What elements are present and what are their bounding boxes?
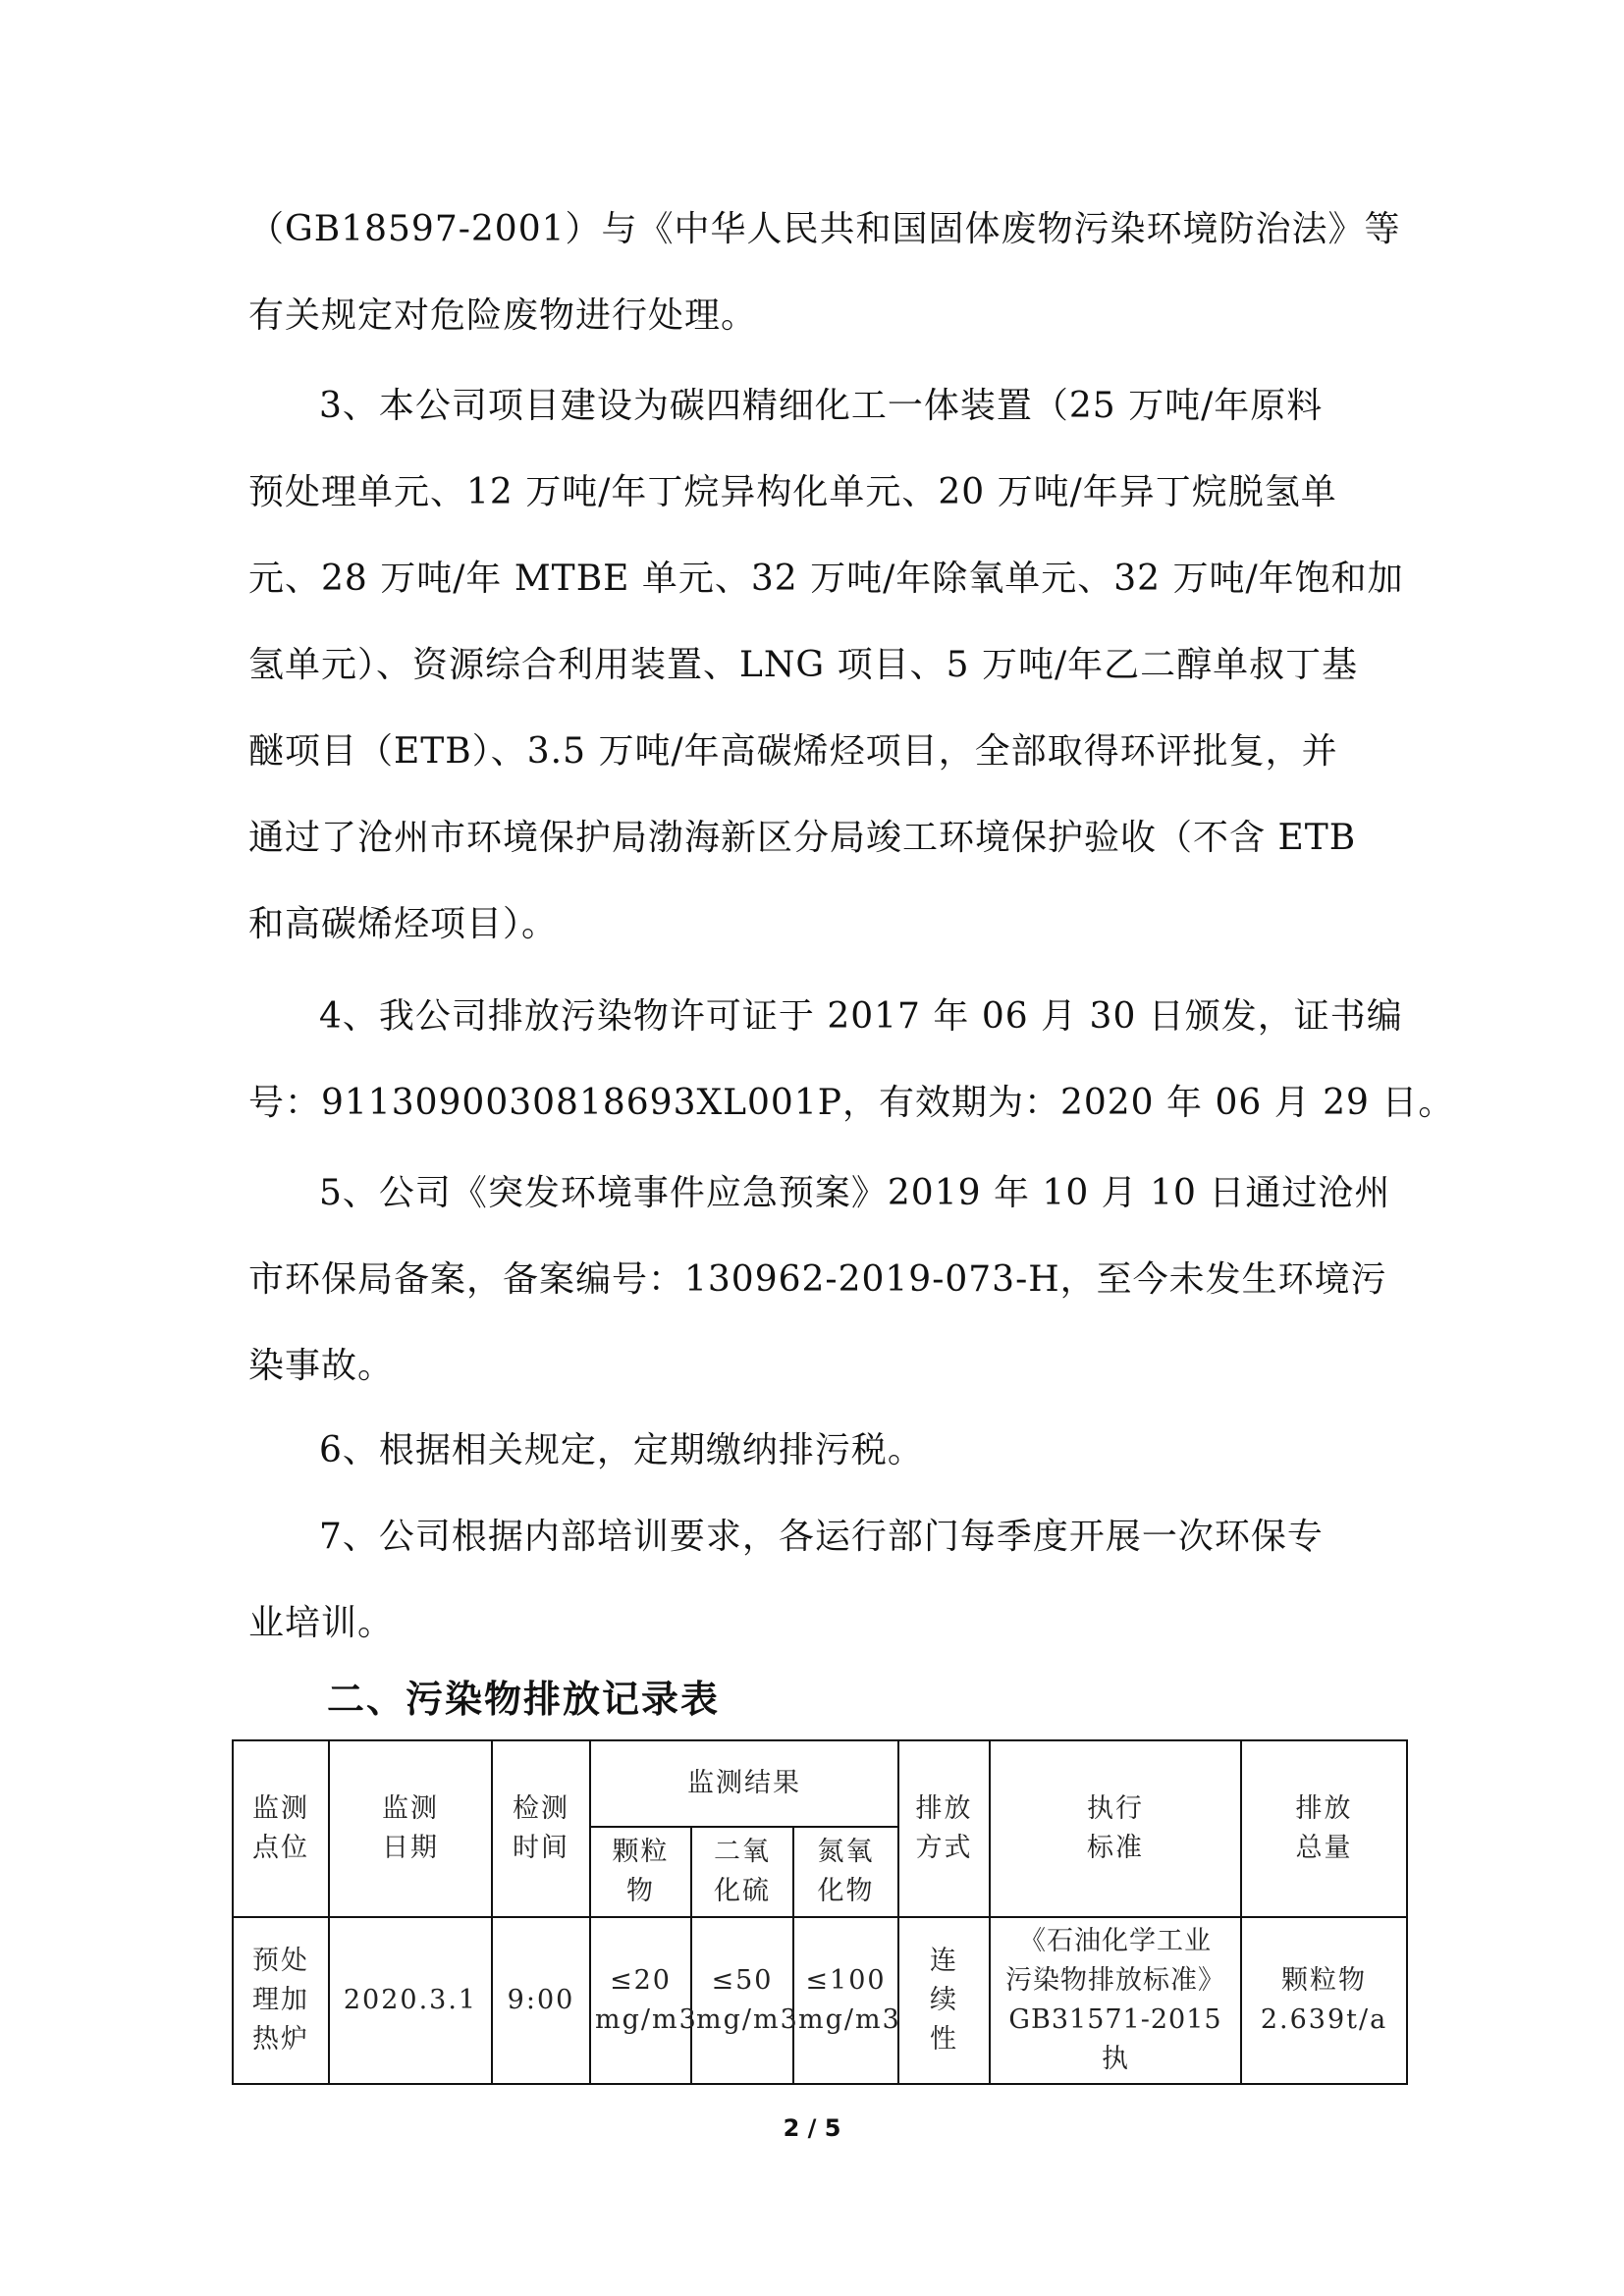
header-monitoring-results: 监测结果 xyxy=(590,1740,898,1827)
text-line: （GB18597-2001）与《中华人民共和国固体废物污染环境防治法》等 xyxy=(248,209,1401,249)
text-line: 氢单元）、资源综合利用装置、LNG 项目、5 万吨/年乙二醇单叔丁基 xyxy=(248,645,1359,685)
cell-monitoring-point: 预处 理加 热炉 xyxy=(233,1917,329,2084)
section-heading: 二、污染物排放记录表 xyxy=(327,1678,721,1721)
cell-nitrogen-oxides: ≤100 mg/m3 xyxy=(793,1917,898,2084)
header-nitrogen-oxides: 氮氧 化物 xyxy=(793,1827,898,1917)
cell-detection-time: 9:00 xyxy=(492,1917,590,2084)
text-line: 和高碳烯烃项目）。 xyxy=(248,904,559,944)
header-total-emission: 排放 总量 xyxy=(1241,1740,1407,1917)
paragraph-item-4 xyxy=(248,974,1455,1147)
header-detection-time: 检测 时间 xyxy=(492,1740,590,1917)
header-monitoring-date: 监测 日期 xyxy=(329,1740,492,1917)
header-particulate-matter: 颗粒 物 xyxy=(590,1827,691,1917)
cell-sulfur-dioxide: ≤50 mg/m3 xyxy=(691,1917,793,2084)
cell-total-emission: 颗粒物 2.639t/a xyxy=(1241,1917,1407,2084)
cell-particulate-matter: ≤20 mg/m3 xyxy=(590,1917,691,2084)
header-sulfur-dioxide: 二氧 化硫 xyxy=(691,1827,793,1917)
header-emission-method: 排放 方式 xyxy=(898,1740,990,1917)
text-line: 6、根据相关规定，定期缴纳排污税。 xyxy=(319,1430,924,1470)
text-line: 醚项目（ETB）、3.5 万吨/年高碳烯烃项目，全部取得环评批复，并 xyxy=(248,731,1338,772)
paragraph-item-3 xyxy=(248,363,1404,968)
table-row xyxy=(233,1917,1407,2084)
text-line: 通过了沧州市环境保护局渤海新区分局竣工环境保护验收（不含 ETB xyxy=(248,818,1357,858)
text-line: 号：9113090030818693XL001P，有效期为：2020 年 06 月 29 日。 xyxy=(248,1083,1455,1123)
page-number: 2 / 5 xyxy=(783,2114,841,2142)
header-monitoring-point: 监测 点位 xyxy=(233,1740,329,1917)
cell-executive-standard: 《石油化学工业 污染物排放标准》 GB31571-2015 执 xyxy=(990,1917,1241,2084)
text-line: 有关规定对危险废物进行处理。 xyxy=(248,295,758,336)
emission-record-table xyxy=(232,1739,1408,2085)
text-line: 业培训。 xyxy=(248,1603,395,1643)
paragraph-item-7 xyxy=(248,1494,1387,1667)
text-line: 7、公司根据内部培训要求，各运行部门每季度开展一次环保专 xyxy=(319,1517,1324,1557)
paragraph-continuation xyxy=(248,187,1401,359)
text-line: 市环保局备案，备案编号：130962-2019-073-H，至今未发生环境污 xyxy=(248,1259,1387,1300)
text-line: 5、公司《突发环境事件应急预案》2019 年 10 月 10 日通过沧州 xyxy=(319,1173,1391,1213)
cell-emission-method: 连 续 性 xyxy=(898,1917,990,2084)
text-line: 元、28 万吨/年 MTBE 单元、32 万吨/年除氧单元、32 万吨/年饱和加 xyxy=(248,559,1404,599)
paragraph-item-6 xyxy=(248,1408,1387,1494)
text-line: 染事故。 xyxy=(248,1346,395,1386)
paragraph-item-5 xyxy=(248,1150,1391,1410)
text-line: 预处理单元、12 万吨/年丁烷异构化单元、20 万吨/年异丁烷脱氢单 xyxy=(248,472,1337,512)
header-executive-standard: 执行 标准 xyxy=(990,1740,1241,1917)
text-line: 3、本公司项目建设为碳四精细化工一体装置（25 万吨/年原料 xyxy=(319,386,1324,426)
text-line: 4、我公司排放污染物许可证于 2017 年 06 月 30 日颁发，证书编 xyxy=(319,996,1403,1037)
table-header-row xyxy=(233,1740,1407,1827)
cell-monitoring-date: 2020.3.1 xyxy=(329,1917,492,2084)
